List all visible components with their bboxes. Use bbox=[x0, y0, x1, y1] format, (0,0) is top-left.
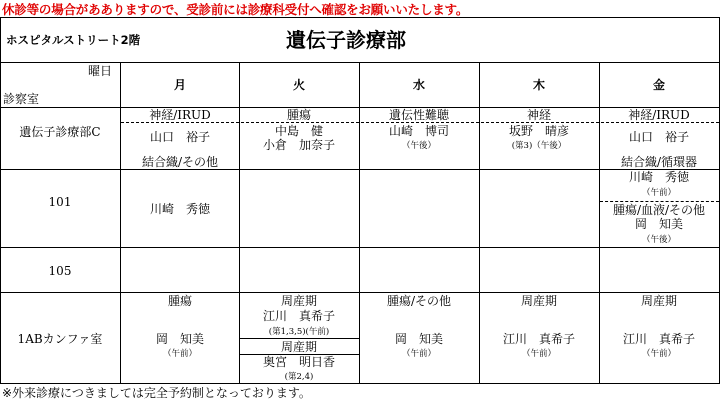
corner-room-label: 診察室 bbox=[3, 92, 40, 106]
doctor-name: 川崎 秀徳 bbox=[149, 202, 211, 216]
cell-divider bbox=[121, 169, 239, 170]
doctor-name: 江川 真希子 bbox=[262, 309, 336, 323]
table-rule bbox=[479, 62, 480, 384]
day-header-thu: 木 bbox=[532, 78, 546, 92]
specialty-label: 神経/IRUD bbox=[628, 108, 690, 122]
table-rule bbox=[599, 62, 600, 384]
day-header-fri: 金 bbox=[652, 78, 666, 92]
day-header-wed: 水 bbox=[412, 78, 426, 92]
doctor-name: 中島 健 bbox=[274, 124, 324, 138]
doctor-name: 山崎 博司 bbox=[388, 124, 450, 138]
doctor-name: 岡 知美 bbox=[155, 332, 205, 346]
specialty-label: 腫瘍/その他 bbox=[386, 294, 452, 308]
specialty-label: 周産期 bbox=[280, 340, 318, 354]
specialty-label: 腫瘍/血液/その他 bbox=[612, 203, 706, 217]
doctor-name: 山口 裕子 bbox=[149, 130, 211, 144]
cell-divider bbox=[240, 338, 359, 339]
table-rule bbox=[359, 62, 360, 384]
table-rule bbox=[120, 62, 121, 384]
table-rule bbox=[0, 62, 720, 63]
table-border-left bbox=[0, 17, 1, 384]
location-label: ホスピタルストリート2階 bbox=[6, 33, 141, 47]
schedule-table bbox=[0, 17, 720, 384]
doctor-name: 岡 知美 bbox=[394, 332, 444, 346]
doctor-name: 岡 知美 bbox=[634, 217, 684, 231]
doctor-name: 江川 真希子 bbox=[502, 332, 576, 346]
session-note: （午後） bbox=[641, 235, 677, 245]
table-rule bbox=[0, 292, 720, 293]
specialty-label: 腫瘍 bbox=[286, 108, 312, 122]
day-header-mon: 月 bbox=[173, 78, 187, 92]
day-header-tue: 火 bbox=[292, 78, 306, 92]
doctor-name: 小倉 加奈子 bbox=[262, 138, 336, 152]
specialty-label: 遺伝性難聴 bbox=[388, 108, 450, 122]
notice-text: 休診等の場合があありますので、受診前には診療科受付へ確認をお願いいたします。 bbox=[2, 2, 469, 17]
doctor-name: 川崎 秀徳 bbox=[628, 170, 690, 184]
specialty-label: 周産期 bbox=[280, 294, 318, 308]
specialty-label: 神経/IRUD bbox=[149, 108, 211, 122]
room-label-genetics: 遺伝子診療部C bbox=[19, 125, 101, 139]
session-note: (第3)（午後） bbox=[511, 141, 567, 151]
cell-divider bbox=[600, 201, 719, 202]
session-note: (第1,3,5)(午前) bbox=[268, 327, 330, 337]
doctor-name: 山口 裕子 bbox=[628, 130, 690, 144]
table-rule bbox=[239, 62, 240, 384]
specialty-label: 神経 bbox=[526, 108, 552, 122]
doctor-name: 奥宮 明日香 bbox=[262, 355, 336, 369]
table-rule bbox=[0, 107, 720, 108]
specialty-label: 周産期 bbox=[640, 294, 678, 308]
session-note: (第2,4) bbox=[284, 372, 314, 382]
session-note: （午前） bbox=[401, 349, 437, 359]
page-title: 遺伝子診療部 bbox=[286, 28, 406, 52]
session-note: （午後） bbox=[401, 141, 437, 151]
room-label-1ab: 1ABカンファ室 bbox=[17, 332, 103, 346]
specialty-label: 腫瘍 bbox=[167, 294, 193, 308]
session-note: （午前） bbox=[521, 349, 557, 359]
table-border-top bbox=[0, 17, 720, 18]
room-label-105: 105 bbox=[48, 264, 72, 278]
session-note: （午前） bbox=[641, 188, 677, 198]
room-label-101: 101 bbox=[48, 195, 72, 209]
specialty-label: 周産期 bbox=[520, 294, 558, 308]
footer-note: ※外来診療につきましては完全予約制となっております。 bbox=[2, 386, 311, 400]
session-note: （午前） bbox=[641, 349, 677, 359]
doctor-name: 坂野 晴彦 bbox=[508, 124, 570, 138]
doctor-name: 江川 真希子 bbox=[622, 332, 696, 346]
specialty-label: 結合織/循環器 bbox=[620, 155, 698, 169]
specialty-label: 結合織/その他 bbox=[141, 155, 219, 169]
cell-divider bbox=[121, 122, 719, 123]
table-rule bbox=[0, 247, 720, 248]
session-note: （午前） bbox=[162, 349, 198, 359]
corner-day-label: 曜日 bbox=[88, 64, 113, 78]
